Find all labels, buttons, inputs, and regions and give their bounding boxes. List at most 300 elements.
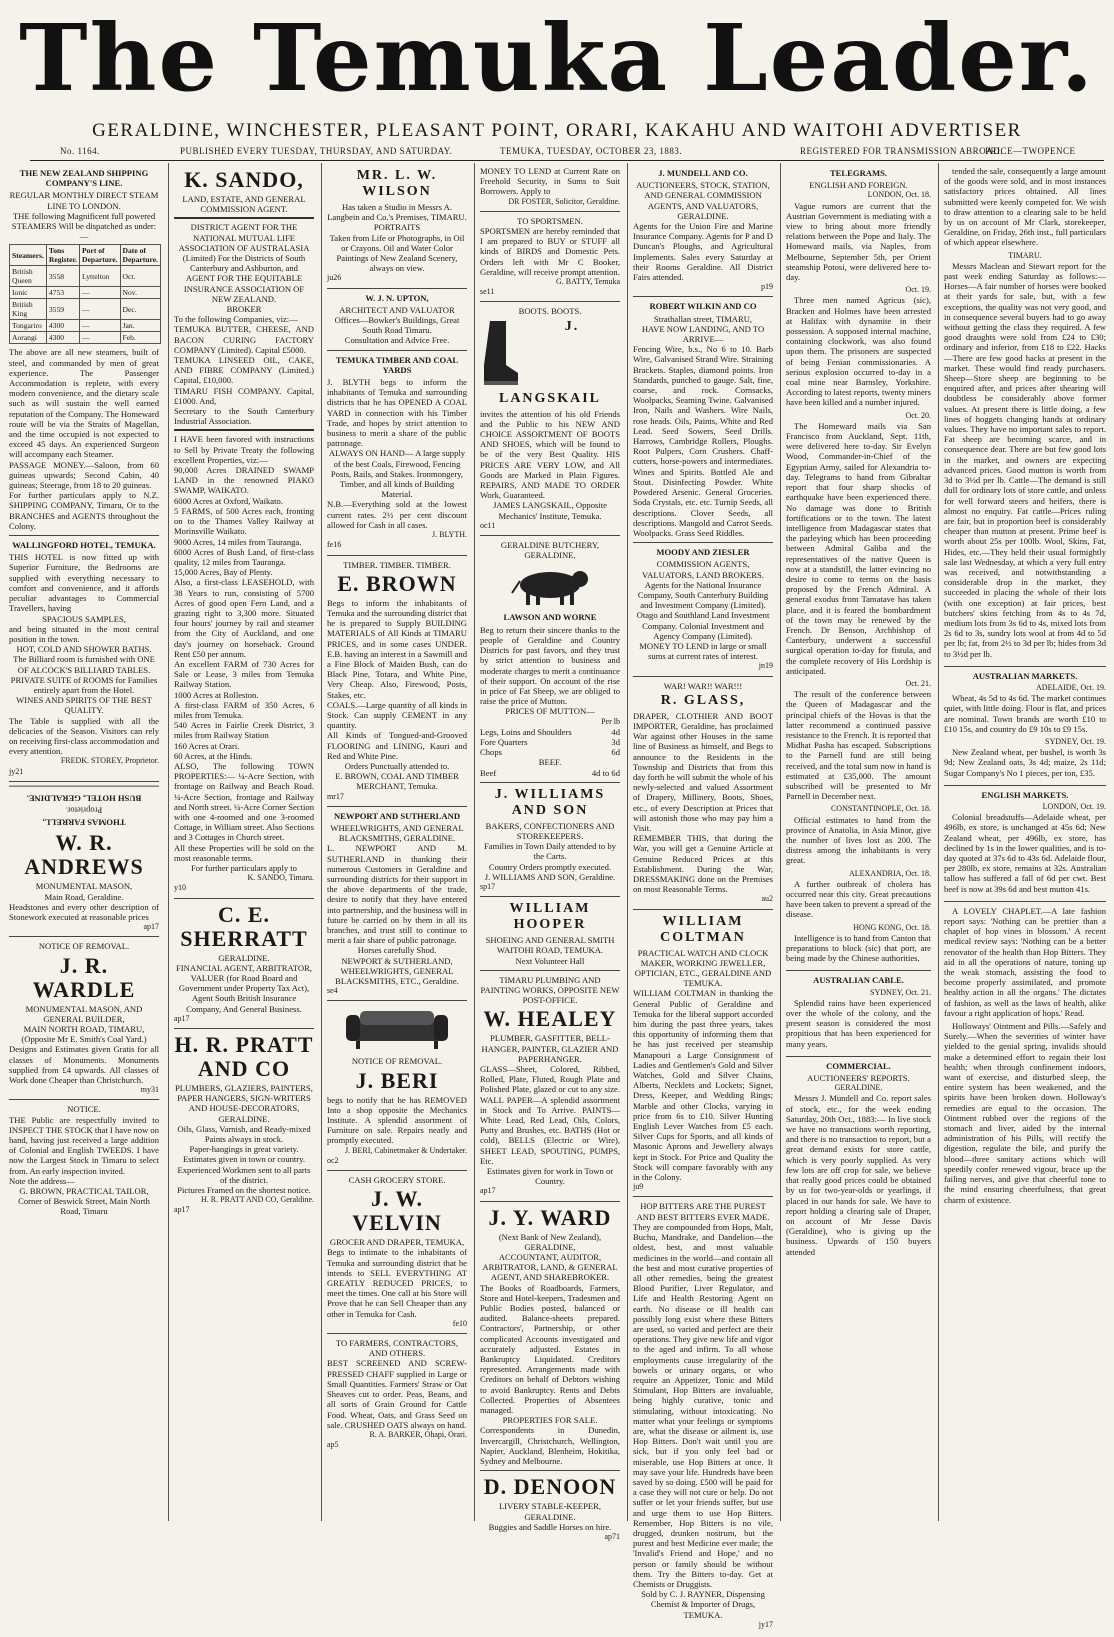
barker-advert [327, 1338, 467, 1450]
divider [944, 897, 1106, 902]
telegram-place: Oct. 20. [905, 410, 931, 420]
ward-name: J. Y. WARD [488, 1204, 612, 1230]
table-row [10, 299, 161, 320]
newport-sign: NEWPORT & SUTHERLAND, WHEELWRIGHTS, GENERAL BLACKSMITHS, ETC., Geraldine. [335, 955, 459, 987]
brown-timber-orders: Orders Punctually attended to. [344, 760, 450, 771]
sherratt-name: C. E. SHERRATT [180, 901, 308, 951]
hotel-advert [9, 540, 159, 782]
wilson-portraits: PORTRAITS [373, 222, 421, 233]
cable-place: SYDNEY, Oct. 21. [870, 987, 931, 997]
denoon-role: LIVERY STABLE-KEEPER, GERALDINE. [498, 1501, 602, 1522]
ward-correspondents: Correspondents in Dunedin, Invercargill, Christchurch, Wellington, Napier, Auckland, Blenheim, Hokitika, Sydney and Melbourne. [480, 1425, 620, 1467]
wilkin-address: Strathallan street, TIMARU, [653, 313, 753, 324]
beri-body: begs to notify that he has REMOVED Into a shop opposite the Mechanics Institute. A splendid assortment of Furniture on sale. Repairs neatly and promptly executed. [327, 1094, 467, 1146]
table-cell: — [80, 332, 121, 344]
hotel-private: PRIVATE SUITE of ROOMS for Families entirely apart from the Hotel. [10, 674, 158, 695]
hooper-advert [480, 901, 620, 971]
australian-markets-title: AUSTRALIAN MARKETS. [972, 670, 1078, 681]
telegram-text: Vague rumors are current that the Austrian Government is mediating with a view to bring about more friendly relations between the Pope and Italy. The Homeward mails, via Naples, from Melbourne, September 5th, per Orient steamship Potosi, were delivered here to-day. [786, 200, 931, 283]
ward-sub: (Next Bank of New Zealand), GERALDINE, [498, 1231, 602, 1252]
glass-name: R. GLASS, [660, 692, 746, 708]
commercial-place: GERALDINE. [834, 1083, 883, 1093]
sherratt-place: GERALDINE. [218, 952, 270, 963]
healey-code: ap17 [480, 1186, 496, 1196]
cable-title: AUSTRALIAN CABLE. [813, 975, 904, 986]
newspaper-subtitle: GERALDINE, WINCHESTER, PLEASANT POINT, ORARI, KAKAHU AND WAITOHI ADVERTISER [92, 120, 1022, 141]
pratt-name: H. R. PRATT AND CO [174, 1032, 314, 1082]
table-cell: 4300 [46, 332, 79, 344]
london-place: LONDON, Oct. 19. [1042, 801, 1106, 811]
masthead [0, 0, 1114, 160]
telegram-place: HONG KONG, Oct. 18. [853, 922, 931, 932]
inverted-name: THOMAS FARRELL, [42, 817, 126, 828]
sherratt-role: FINANCIAL AGENT, ARBITRATOR, VALUER (for Road Board and Government under Property Tax Act), [176, 962, 312, 994]
sherratt-advert [174, 903, 314, 1029]
moody-code: jn19 [758, 661, 773, 671]
inverted-hotel: BUSH HOTEL, GERALDINE. [26, 792, 142, 803]
property-item: 6000 Acres at Oxford, Waikato. [174, 495, 283, 506]
barker-body: BEST SCREENED AND SCREW-PRESSED CHAFF supplied in Large or Small Quantities. Farmers' Straw or Oat Sheaves cut to order. Peas, Beans, and all sorts of Grain Ground for Cattle Food. Wheat, Oats, and Grass Seed on sale. CRUSHED OATS always on hand. [327, 1358, 467, 1430]
barker-sign: R. A. BARKER, Ohapi, Orari. [369, 1429, 467, 1439]
hop-title: HOP BITTERS ARE THE PUREST AND BEST BITTERS EVER MADE. [636, 1201, 770, 1222]
column-4 [474, 163, 625, 1541]
mundell-body: Agents for the Union Fire and Marine Insurance Company. Agents for P and D Duncan's Ploughs, and Agricultural Implements. Sales every Saturday at their Rooms Geraldine. All District Fairs attended. [633, 221, 773, 283]
brown-address: Corner of Beswick Street, Main North Road, Timaru [18, 1196, 150, 1217]
sando-role: LAND, ESTATE, AND GENERAL COMMISSION AGENT. [182, 194, 306, 215]
table-header-row [10, 245, 161, 266]
telegrams-section [786, 168, 931, 971]
price-row [480, 768, 620, 778]
table-cell: 3558 [46, 266, 79, 287]
table-header: Steamers. [10, 245, 47, 266]
cable-text: Splendid rains have been experienced over the whole of the colony, and the present season is considered the most propitious that has been experienced for many years. [786, 997, 931, 1049]
hooper-place: WAITOHI ROAD, TEMUKA. [496, 945, 604, 956]
sando-apply: For further particulars apply to [191, 863, 297, 873]
newport-body: L. NEWPORT AND M. SUTHERLAND in thanking their numerous Customers in Geraldine and surrounding districts for their support in the above departments of the trade, desire to notify that they have entered into partnership, and the business will in future be carried on by them in all its branches, and trust still to continue to merit a fair share of public patronage. [327, 843, 467, 946]
dateline [30, 144, 1104, 161]
barker-title: TO FARMERS, CONTRACTORS, AND OTHERS. [335, 1338, 459, 1359]
table-cell: Aorangi [10, 332, 47, 344]
price-row [480, 727, 620, 737]
sando-companies: To the following Companies, viz:— [174, 314, 298, 325]
healey-estimates: Estimates given for work in Town or Country. [486, 1166, 614, 1187]
brown-timber-coals: COALS.—Large quantity of all kinds in Stock. Can supply CEMENT in any quantity. [327, 699, 467, 731]
sando-sold: All these Properties will be sold on the most reasonable terms. [174, 842, 314, 863]
hotel-samples: SPACIOUS SAMPLES, [42, 613, 126, 624]
langskail-advert [480, 306, 620, 536]
wardle-body: Designs and Estimates given Gratis for all classes of Monuments. Monuments supplied from £4 upwards. All classes of Work done Cheaper than Christchurch. [9, 1044, 159, 1085]
upton-advert [327, 293, 467, 351]
brown-name: G. BROWN, PRACTICAL TAILOR, [19, 1186, 149, 1197]
worne-body: Beg to return their sincere thanks to the people of Geraldine and Country Districts for past favors, and they trust by strict attention to business and moderate charges to merit a continuance of their support. On account of the rise in price of Fat Sheep, we are obliged to raise the price of Mutton. [480, 624, 620, 707]
batty-sign: G. BATTY, Temuka [555, 277, 620, 287]
telegram-place: Oct. 21. [905, 678, 931, 688]
moody-money: MONEY TO LEND in large or small sums at current rates of interest. [639, 640, 767, 662]
hotel-billiard: The Billiard room is furnished with ONE OF ALCOCK'S BILLIARD TABLES. [13, 654, 155, 675]
property-item: 5 FARMS, of 500 Acres each, fronting on to the Thames Valley Railway at Morinsville Waikato. [174, 505, 314, 537]
passage-money: PASSAGE MONEY.—Saloon, from 60 guineas upwards; Second Cabin, 40 guineas; Steerage, from 18 to 20 guineas. [9, 459, 159, 491]
timber-top: TIMBER. TIMBER. TIMBER. [343, 559, 451, 570]
brown-note: Note the address— [9, 1175, 75, 1186]
healey-body: GLASS—Sheet, Colored, Ribbed, Rolled, Plate, Fluted, Rough Plate and Polished Plate, glazed or cut to any size. WALL PAPER—A splendid assortment in Stock and To Arrive. PAINTS—White Lead, Red Lead, Oils, Colors, Putty and Brushes, etc. BATHS (Hot or cold), BELLS (Electric or Wire), SHEET LEAD, SPOUTING, PUMPS, Etc. [480, 1063, 620, 1166]
ward-role: ACCOUNTANT, AUDITOR, ARBITRATOR, LAND, & GENERAL AGENT, AND SHAREBROKER. [482, 1252, 618, 1283]
beri-notice: NOTICE OF REMOVAL. [351, 1056, 443, 1067]
hop-code: jy17 [758, 1619, 773, 1629]
telegram-text: Official estimates to hand from the province of Anatolia, in Asia Minor, give the number of lives lost as 200. The distress among the inhabitants is very great. [786, 814, 931, 866]
wilkin-items: Fencing Wire, b.s., No 6 to 10. Barb Wire, Galvanised Strand Wire. Straining Brackets. Staples, diamond points. Iron Standards, punched to gauge. Salt, fine, coarse, and rock. Cornsacks, Woolpacks, Seaming Twine. Galvanised Iron, Nails and Washers. Wire Nails, rose heads. Oils, Paints, White and Red Lead. Seed Sowers, Seed Drills. Harrows, Cambridge Rollers, Ploughs. Root Pulpers, Corn Crushers. Chaff-cutters, horse-powers and intermediates. Wines and Spirits. Bottled Ale and Stout. Disinfecting Powder. White Powdered Arsenic. General Groceries. Soda Crystals, etc. etc. Turnip Seeds, all descriptions. Clover Seeds, all descriptions. Mangold and Carrot Seeds. Woolpacks. Grass Seed Riddles. [633, 344, 773, 538]
sando-fish: TIMARU FISH COMPANY. Capital, £1000. And, [174, 385, 314, 406]
sando-linseed: TEMUKA LINSEED OIL, CAKE, AND FIBRE COMPANY (Limited.) Capital, £10,000. [174, 355, 314, 386]
hop-body: They are compounded from Hops, Malt, Buchu, Mandrake, and Dandelion—the oldest, best, and most valuable medicines in the world—and contain all the best and most curative properties of all other remedies, being the greatest Blood Purifier, Liver Regulator, and Life and Health Restoring Agent on earth. No disease or ill health can possibly long exist where these Bitters are used, so varied and perfect are their operations. They give new life and vigor to the aged and infirm. To all whose employments cause irregularity of the bowels or urinary organs, or who require an Appetizer, Tonic and Mild Stimulant, Hop Bitters are invaluable, being highly curative, tonic and stimulating, without intoxicating. No matter what your feelings or symptoms are, what the disease or ailment is, use Hop Bitters. Don't wait until you are sick, but if you only feel bad or miserable, use Hop Bitters at once. It may save your life. Hundreds have been saved by so doing. £500 will be paid for a case they will not cure or help. Do not suffer or let your friends suffer, but use and urge them to use Hop Bitters. Remember, Hop Bitters is no vile, drugged, drunken nostrum, but the purest and best Medicine ever made; the 'Invalid's Friend and Hope,' and no person or family should be without them. Try the Bitters to-day. Get at Chemists or Druggists. [633, 1221, 773, 1589]
column-5 [627, 163, 778, 1629]
table-cell: — [80, 320, 121, 332]
pratt-place: GERALDINE. [218, 1113, 270, 1124]
pratt-body: Oils, Glass, Varnish, and Ready-mixed Paints always in stock. [177, 1123, 311, 1145]
shipping-sub: REGULAR MONTHLY DIRECT STEAM LINE TO LONDON. [9, 190, 159, 211]
divider [944, 781, 1106, 786]
blyth-nb: N.B.—Everything sold at the lowest current rates. 2½ per cent discount allowed for Cash in all cases. [327, 499, 467, 530]
table-cell: 4300 [46, 320, 79, 332]
divider [944, 662, 1106, 667]
column-6 [780, 163, 936, 1521]
telegram-place: ALEXANDRIA, Oct. 18. [849, 868, 931, 878]
langskail-title: BOOTS. BOOTS. [518, 306, 582, 317]
langskail-body: invites the attention of his old Friends and the Public to his NEW AND CHOICE ASSORTMENT OF BOOTS AND SHOES, which will be found to be of the very Best Quality. HIS PRICES ARE VERY LOW, and All Goods are Marked in Plain Figures. REPAIRS, AND MADE TO ORDER Work, Guaranteed. [480, 408, 620, 501]
newport-name: NEWPORT AND SUTHERLAND [333, 810, 461, 821]
bull-illustration [500, 563, 600, 609]
coltman-advert [633, 914, 773, 1198]
beri-sign: J. BERI, Cabinetmaker & Undertaker. [345, 1145, 467, 1155]
telegram-text: The Homeward mails via San Francisco from Auckland, Sept. 11th, were delivered here to-day. Sir Evelyn Wood, Commander-in-Chief of the Egyptian Army, sailed for Alexandria to-day. Telegrams to hand from Gibraltar report that four sharp shocks of earthquake have been experienced there. No damage was done to British fortifications or to the town. The latest intelligence from Madagascar states that the parleying which has been proceeding between Admiral Galiba and the representatives of the native Queen is now at a standstill, the latter evincing no desire to come to terms on the basis proposed by the French Admiral. A general exodus from Tamatave has taken place, and it is feared the bombardment of the town may be renewed by the French. Dr Benson, Archbishop of Canterbury, underwent a successful surgical operation to-day for fistula, and the complete recovery of His Lordship is anticipated. [786, 420, 931, 676]
sando-agent: AGENT FOR THE EQUITABLE INSURANCE ASSOCIATION OF NEW ZEALAND. [183, 273, 305, 304]
column-2 [168, 163, 319, 1521]
barker-code: ap5 [327, 1440, 339, 1450]
coltman-role: PRACTICAL WATCH AND CLOCK MAKER, WORKING JEWELLER, OPTICIAN, ETC., GERALDINE AND TEMUKA. [634, 947, 772, 989]
hotel-title: WALLINGFORD HOTEL, TEMUKA. [12, 540, 156, 551]
coltman-code: ju9 [633, 1182, 644, 1192]
property-item: 60 Acres, at the Hinds. [174, 750, 253, 761]
blyth-always: ALWAYS ON HAND— A large supply of the best Coals, Firewood, Fencing Posts, Rails, and Stakes. Ironmongery, Timber, and all kinds of Building Material. [328, 448, 466, 500]
velvin-role: GROCER AND DRAPER, TEMUKA, [329, 1237, 465, 1248]
column-3 [321, 163, 472, 1521]
table-cell: — [80, 299, 121, 320]
telegram-place: Oct. 19. [905, 285, 931, 295]
price-row [480, 737, 620, 747]
property-item: An excellent FARM of 730 Acres for Sale or Lease, 3 miles from Temuka Railway Station. [174, 658, 314, 690]
table-row [10, 320, 161, 332]
sydney-place: SYDNEY, Oct. 19. [1045, 736, 1106, 746]
per-lb: Per lb [601, 716, 620, 726]
sando-district: DISTRICT AGENT FOR THE NATIONAL MUTUAL LIFE ASSOCIATION OF AUSTRALASIA (Limited) For the Districts of South Canterbury and Ashburton, and [178, 222, 310, 274]
sando-name: K. SANDO, [184, 167, 304, 192]
english-markets-title: ENGLISH MARKETS. [981, 789, 1069, 800]
telegram-text: A further outbreak of cholera has occurred near this city. Great precautions have been taken to prevent a spread of the disease. [786, 878, 931, 920]
table-header: Tons Register. [46, 245, 79, 266]
mundell-advert [633, 168, 773, 297]
andrews-role: MONUMENTAL MASON, [35, 881, 133, 892]
hooper-name: WILLIAM HOOPER [509, 901, 591, 933]
ward-advert [480, 1206, 620, 1472]
commercial-continued: tended the sale, consequently a large amount of the goods were sold, and in most instances satisfactory prices obtained. All lines submitted were keenly competed for. We wish to draw attention to a clearing sale to be held by us on account of Mr Clark, storekeeper, Geraldine, on Friday, 26th inst., full particulars of which appear elsewhere. [944, 166, 1106, 248]
sydney-report: New Zealand wheat, per bushel, is worth 3s 9d; New Zealand oats, 3s 4d; maize, 2s 11d; Sugar Company's No 1 pieces, per ton, £35. [944, 747, 1106, 778]
table-header: Port of Departure. [80, 245, 121, 266]
pratt-advert [174, 1033, 314, 1216]
hotel-body: THIS HOTEL is now fitted up with Superior Furniture, the Bedrooms are supplied with everything necessary to comfort and convenience, and it affords peculiar advantages to Commercial Travellers, having [9, 552, 159, 614]
price-item-name: Fore Quarters [480, 736, 528, 747]
brown-body: THE Public are respectfully invited to INSPECT THE STOCK that I have now on hand, having just received a large addition of Colonial and English TWEEDS. I have now the Largest Stock in Timaru to select from. An early inspection invited. [9, 1114, 159, 1176]
shipping-advert [9, 168, 159, 536]
property-item: A first-class FARM of 350 Acres, 6 miles from Temuka. [174, 699, 314, 720]
williams-code: sp17 [480, 881, 496, 891]
healey-role: PLUMBER, GASFITTER, BELL-HANGER, PAINTER, GLAZIER AND PAPERHANGER. [481, 1033, 619, 1064]
glass-code: au2 [761, 894, 773, 904]
sofa-illustration [342, 1005, 452, 1053]
hotel-wines: WINES AND SPIRITS OF THE BEST QUALITY. [16, 695, 152, 716]
timaru-heading: TIMARU. [1008, 250, 1042, 260]
table-row [10, 332, 161, 344]
batty-advert [480, 216, 620, 303]
worne-title: GERALDINE BUTCHERY, GERALDINE. [500, 540, 600, 561]
telegrams-title: TELEGRAMS. [829, 168, 888, 178]
blyth-body: J. BLYTH begs to inform the inhabitants of Temuka and surrounding districts that he has OPENED A COAL YARD in connection with his Timber Trade, and hopes by strict attention to business to merit a share of the public patronage. [327, 377, 467, 449]
column-1 [4, 163, 164, 1521]
sando-broker: BROKER [226, 304, 262, 315]
telegrams-sub: ENGLISH AND FOREIGN. [809, 180, 908, 191]
velvin-name: J. W. VELVIN [352, 1186, 442, 1236]
inverted-role: Proprietor. [65, 805, 103, 816]
column-7 [938, 163, 1111, 1521]
brown-timber-all: All Kinds of Tongued-and-Grooved FLOORING and LINING, Kauri and Red and White Pine. [327, 730, 467, 761]
foster-body: MONEY TO LEND at Current Rate on Freehold Security, in Sums to Suit Borrowers. Apply to [480, 166, 620, 197]
beri-advert [327, 1005, 467, 1171]
wardle-notice: NOTICE OF REMOVAL. [38, 941, 130, 952]
langskail-name: J. LANGSKAIL [498, 318, 602, 406]
wilkin-head: HAVE NOW LANDING, AND TO ARRIVE— [641, 323, 765, 345]
coltman-body: WILLIAM COLTMAN in thanking the General Public of Geraldine and Temuka for the liberal support accorded him during the past three years, takes this opportunity of informing them that he has just received per steamship Manapouri a Large Consignment of Ladies and Gentlemen's Gold and Silver Watches, Gold and Silver Chains, Alberts, Necklets and Lockets; Signet, Dress, Keeper, and Wedding Rings; Marble and other Clocks, varying in price from 6s to £10. Silver Hunting English Lever Watches from £5 each. Silver Cups for Sports, and all kinds of Masonic Aprons and Jewellery always kept in Stock. For Price and Quality the Stock will compare favorably with any in the Colony. [633, 988, 773, 1183]
commercial-sub: AUCTIONEERS' REPORTS. [807, 1073, 910, 1084]
foster-sign: DR FOSTER, Solicitor, Geraldine. [508, 196, 620, 206]
boot-illustration [480, 319, 520, 389]
table-cell: Nov. [120, 287, 161, 299]
mundell-code: p19 [761, 282, 773, 292]
wilson-body: Has taken a Studio in Messrs A. Langbein and Co.'s Premises, TIMARU. [327, 202, 467, 223]
worne-advert [480, 540, 620, 783]
pratt-body-4: Experienced Workmen sent to all parts of the district. [177, 1164, 311, 1185]
pratt-body-5: Pictures Framed on the shortest notice. [177, 1185, 311, 1196]
london-report: Colonial breadstuffs—Adelaide wheat, per 496lb, ex store, is unchanged at 45s 6d; New Zealand wheat, per 496lb, ex store, has declined by 1s in the lower qualities, and is to-day quoted at 37s 6d to 43s 6d. Adelaide flour, per 280lb, ex store, remains at 32s. Australian tallow has suffered a fall of 6d per cwt. Best beef is now at 39s 6d and best mutton 41s. [944, 812, 1106, 894]
property-item: Also, a first-class LEASEHOLD, with 38 Years to run, consisting of 5700 Acres of good open Fern Land, and a grazing right to 3,300 more. Situated four hours' journey by rail and steamer from the City of Auckland, and one day's journey on horseback. Ground Rent £50 per annum. [174, 577, 314, 659]
beri-name: J. BERI [355, 1067, 439, 1093]
issue-number: No. 1164. [60, 146, 100, 156]
sando-instructions: I HAVE been favored with instructions to Sell by Private Treaty the following excellent Properties, viz:— [174, 434, 314, 465]
price-row [480, 747, 620, 757]
upton-body: Offices—Bowker's Buildings, Great South Road Timaru. [334, 315, 460, 336]
property-item: 6000 Acres of Bush Land, of first-class quality, 12 miles from Tauranga. [174, 546, 314, 567]
denoon-code: ap71 [604, 1531, 620, 1541]
cable-section [786, 975, 931, 1056]
table-row [10, 266, 161, 287]
wilson-code: ju26 [327, 273, 342, 283]
publication-schedule: PUBLISHED EVERY TUESDAY, THURSDAY, AND SATURDAY. [180, 146, 453, 156]
wilson-name: MR. L. W. WILSON [356, 168, 438, 199]
wardle-role: MONUMENTAL MASON, AND GENERAL BUILDER, [25, 1003, 143, 1024]
beef-heading: BEEF. [538, 757, 562, 768]
williams-sign: J. WILLIAMS AND SON, Geraldine. [484, 871, 616, 882]
mutton-heading: PRICES OF MUTTON— [505, 706, 595, 717]
price-item-value: 3d [611, 736, 620, 747]
hooper-next: Next Volunteer Hall [515, 955, 585, 966]
pratt-role: PLUMBERS, GLAZIERS, PAINTERS, PAPER HANGERS, SIGN-WRITERS AND HOUSE-DECORATORS, [175, 1083, 313, 1114]
glass-body: DRAPER, CLOTHIER AND BOOT IMPORTER, Geraldine, has proclaimed War against other Houses in the same line of Business as himself, and Begs to announce to the Residents in the Township and Districts that from this day forth he will submit the whole of his newly-selected and valued Assortment of Drapery, Millinery, Boots, Shoes, etc., of every Description at Prices that will astonish those who may pay him a Visit. [633, 710, 773, 833]
table-cell: Oct. [120, 266, 161, 287]
hotel-table: The Table is supplied with all the delicacies of the Season. Visitors can rely on receiving first-class accommodation and every attention. [9, 715, 159, 757]
batty-body: SPORTSMEN are hereby reminded that I am prepared to BUY or STUFF all kinds of BIRDS and Domestic Pets. Orders left with Mr C Booker, Geraldine, will receive prompt attention. [480, 226, 620, 277]
table-cell: Ionic [10, 287, 47, 299]
telegram-text: Three men named Agricus (sic), Bracken and Holmes have been arrested at Halifax with dynamite in their possession. A supposed internal machine, containing clockwork, was also found upon them. The prisoners are suspected of being Fenian commissionaries. A serious explosion occurred to-day in a coal mine near Barnsley, Yorkshire. According to latest reports, twenty miners have been killed and a number injured. [786, 295, 931, 408]
velvin-body: Begs to intimate to the inhabitants of Temuka and surrounding district that he intends to SELL EVERYTHING AT GREATLY REDUCED PRICES, to meet the times. One call at his Store will Prove that he can Sell Cheaper than any other in Temuka for Cash. [327, 1247, 467, 1319]
worne-name: LAWSON AND WORNE [503, 612, 597, 623]
hotel-body-2: and being situated in the most central position in the town. [9, 623, 159, 644]
table-cell: British Queen [10, 266, 47, 287]
shipping-title: THE NEW ZEALAND SHIPPING COMPANY'S LINE. [19, 168, 149, 189]
velvin-code: fe10 [452, 1318, 467, 1328]
ward-body: The Books of Roadboards, Farmers, Store and Hotel-keepers, Tradesmen and Public Bodies posted, balanced or audited. Balance-sheets prepared. Contractors', Partnership, or other complicated Accounts investigated and accurately adjusted. Estates in Bankruptcy Liquidated. Creditors represented. Arrangements made with Creditors on behalf of Debtors wishing to avoid Bankruptcy. Rents and Debts Collected. Properties of Absentees managed. [480, 1282, 620, 1416]
holloway-item: Holloways' Ointment and Pills.—Safely and Surely.—When the severities of winter have yielded to the genial spring, invalids should make a determined effort to regain their lost health; when through confinement indoors, want of exercise, and disturbed sleep, the entire system has been weakened, and the spirits have been broken down. Holloway's remedies are equal to the occasion. The Ointment rubbed over the regions of the stomach and liver, aided by the internal administration of his Pills, will rectify the digestion, regulate the bile, and purify the blood—three sanitary actions which will speedily confer renewed vigour, brace up the failing nerves, and give that cheerful tone to the mind ensuring cheerfulness, that great charm of existence. [944, 1021, 1106, 1205]
divider [174, 429, 314, 431]
newport-code: se4 [327, 986, 338, 996]
wilson-advert [327, 168, 467, 289]
table-cell: Jan. [120, 320, 161, 332]
healey-title: TIMARU PLUMBING AND PAINTING WORKS, OPPOSITE NEW POST-OFFICE. [480, 974, 620, 1006]
coltman-name: WILLIAM COLTMAN [660, 913, 746, 945]
blyth-title: TEMUKA TIMBER AND COAL YARDS [335, 354, 459, 375]
upton-consult: Consultation and Advice Free. [344, 335, 450, 346]
hotel-code: jy21 [9, 766, 24, 776]
newport-advert [327, 811, 467, 1002]
commercial-title: COMMERCIAL. [826, 1060, 891, 1071]
telegram-text: Intelligence is to hand from Canton that preparations to block (sic) that port, are being made by the Chinese authorities. [786, 932, 931, 964]
table-cell: Feb. [120, 332, 161, 344]
newport-role: WHEELWRIGHTS, AND GENERAL BLACKSMITHS, GERALDINE. [330, 822, 464, 844]
hotel-baths: HOT, COLD AND SHOWER BATHS. [16, 644, 152, 655]
williams-body: Families in Town Daily attended to by the Carts. [484, 841, 616, 862]
table-cell: — [80, 287, 121, 299]
sando-also: ALSO, The following TOWN PROPERTIES:— ¼-Acre Section, with frontage on Railway and Beach Road. ¼-Acre Section, frontage and Railway and North street. ¼-Acre Corner Section with one 4-roomed and one 3-roomed Cottage, in William street. Also Sections and 3 Cottages in Church street. [174, 760, 314, 843]
langskail-sign: JAMES LANGSKAIL, Opposite Mechanics' Institute, Temuka. [493, 500, 607, 521]
property-item: 9000 Acres, 14 miles from Tauranga. [174, 536, 302, 547]
upton-name: W. J. N. UPTON, [365, 292, 429, 303]
pratt-body-3: Estimates given in town or country. [182, 1154, 306, 1165]
moody-advert [633, 547, 773, 676]
sherratt-agent: Agent South British Insurance Company, And General Business. [186, 993, 302, 1014]
mundell-name: J. MUNDELL AND CO. [658, 168, 748, 178]
healey-name: W. HEALEY [483, 1006, 617, 1032]
brown-tailor-advert [9, 1104, 159, 1216]
timaru-report: Messrs Maclean and Stewart report for the past week ending Saturday as follows:— Horses—A fair number of horses were booked at their yards for sale, but, with a few exceptions, the quality was not very good, and in consequence several buyers had to go away without getting the class they required. A few good draughts were sold from £24 to £30; ordinary and inferior, from £18 to £22. Hacks—There are few good hacks at present in the market. These would find ready purchasers. Sheep—Store sheep are beginning to be enquired after, and prices after shearing will doubtless be considerably above former values. At present there is little doing, a few lines of hoggets changing hands at ordinary values. They have no important sales to report. Fat sheep are becoming scarce, and in consequence dear. There are but few good lots in the market, and owners are expecting advanced prices. Good mutton is worth from 3d to 3½d per lb. Cattle—The demand is still dull for ordinary lots of store cattle, and unless for well forward steers and heifers, there is almost no enquiry. Fat cattle—Prices ruling are fair, but in proportion beef is considerably cheaper than mutton at present. Prime beef is worth about 25s per 100lb. Wool, Skins, Fat, Hides, etc.—They held their usual fortnightly sale last Wednesday, at which a very full entry was received, and notwithstanding a considerable drop in the market, they succeeded in placing the whole of their lots (with one exception) at fair prices, best butchers' skins fetching from 4s to 4s 7d, medium lots from 3s 6d to 4s, mixed lots from 2s 6d to 3s, sundry lots wool at from 4d to 5d per lb; fat, from 2½ to 3d per lb; hides from 3d to 3½d per lb. [944, 260, 1106, 659]
ward-props: PROPERTIES FOR SALE. [502, 1415, 598, 1426]
sando-advert [174, 168, 314, 899]
denoon-body: Buggies and Saddle Horses on hire. [488, 1521, 612, 1532]
table-row [10, 287, 161, 299]
andrews-body: Headstones and every other description of Stonework executed at reasonable prices [9, 901, 159, 922]
property-item: 15,000 Acres, Bay of Plenty. [174, 567, 273, 578]
blyth-code: fe16 [327, 540, 342, 550]
brown-timber-code: mr17 [327, 791, 344, 801]
sando-secretary: Secretary to the South Canterbury Industrial Association. [174, 406, 314, 427]
williams-body-2: Country Orders promptly executed. [488, 861, 612, 872]
chaplet-item: A LOVELY CHAPLET.—A late fashion report says: 'Nothing can be prettier than a chaplet of hop vines in blossom.' A recent medical review says: 'Nothing can be a better renovator of the health than Hop Bitters. They aid in all the operations of nature, toning up the weak stomach, assisting the food to become properly assimilated, and promote healthy action in all the organs.' The dictates of fashion, as well as the laws of health, alike favour a right application of hops.' Read. [944, 905, 1106, 1018]
table-cell: 3559 [46, 299, 79, 320]
telegram-text: The result of the conference between the Queen of Madagascar and the principal chiefs of the Hovas is that the latter recommend a continued passive resistance to the French. It is reported that Midhat Pasha has escaped. Subscriptions to the Parnell fund are still being received, and the total sum now in hand is estimated at £35,000. The amount subscribed will be presented to Mr Parnell in December next. [786, 689, 931, 802]
wilkin-advert [633, 301, 773, 543]
denoon-name: D. DENOON [483, 1474, 617, 1500]
williams-advert [480, 787, 620, 897]
brown-timber-body: Begs to inform the inhabitants of Temuka and the surrounding district that he is prepared to Supply BUILDING MATERIALS of All Kinds at TIMARU PRICES, and in some cases UNDER. E.B. having an interest in a Sawmill and a Fine Block of Maiden Bush, can do Black Pine, Totara, and White Pine, Very Cheap. Also, Firewood, Posts, Stakes, etc. [327, 597, 467, 700]
beri-code: oc2 [327, 1155, 339, 1165]
hotel-proprietor: FREDK. STOREY, Proprietor. [60, 756, 159, 766]
williams-role: BAKERS, CONFECTIONERS AND STOREKEEPERS. [485, 820, 615, 841]
andrews-address: Main Road, Geraldine. [44, 891, 124, 902]
shipping-particulars: For further particulars apply to N.Z. SHIPPING COMPANY, Timaru, Or to the BRANCHES and AGENTS throughout the Colony. [9, 490, 159, 531]
inverted-hotel-advert [9, 786, 159, 828]
adelaide-report: Wheat, 4s 5d to 4s 6d. The market continues quiet, with little doing. Flour is flat, and prices are nominal. Town brands are worth £10 to £10 15s, and country do £9 10s to £9 15s. [944, 693, 1106, 734]
price-item-name: Legs, Loins and Shoulders [480, 726, 572, 737]
hop-bitters-advert [633, 1201, 773, 1630]
table-cell: Tongariro [10, 320, 47, 332]
moody-body: Agents for the National Insurance Company, South Canterbury Building and Investment Company (Limited). Otago and Southland Land Investment Company. Colonial Investment and Agency Company (Limited). [636, 579, 770, 641]
divider [174, 217, 314, 219]
glass-remember: REMEMBER THIS, that during the War, you will get a Genuine Article at Genuine Reduced Prices at this Establishment. During the War, DRESSMAKING done on the Premises on most Reasonable Terms. [633, 833, 773, 895]
wardle-name: J. R. WARDLE [32, 952, 136, 1002]
andrews-advert [9, 831, 159, 937]
pratt-sign: H. R. PRATT AND CO, Geraldine. [201, 1195, 314, 1205]
price-item-name: Chops [480, 747, 502, 758]
shipping-body: The above are all new steamers, built of steel, and commanded by men of great experience. The Passenger Accommodation is replete, with every modern convenience, and the dietary scale such as will sustain the well earned reputation of the Company. The Homeward route will be via the Straits of Magellan, and the time occupied is not expected to exceed 45 days. An experienced Surgeon will accompany each Steamer. [9, 347, 159, 460]
table-cell: Lyttelton [80, 266, 121, 287]
velvin-advert [327, 1175, 467, 1334]
newspaper-title: The Temuka Leader. [19, 4, 1095, 112]
table-cell: British King [10, 299, 47, 320]
glass-war-advert [633, 681, 773, 910]
hop-sold: Sold by C. J. RAYNER, Dispensing Chemist & Importer of Drugs, TEMUKA. [641, 1589, 765, 1620]
table-cell: Dec. [120, 299, 161, 320]
wilkin-name: ROBERT WILKIN AND CO [649, 301, 757, 312]
wardle-code: my31 [140, 1085, 159, 1095]
brown-timber-sign: E. BROWN, COAL AND TIMBER MERCHANT, Temuka. [335, 771, 459, 792]
andrews-code: ap17 [143, 922, 159, 932]
commercial-section [786, 1061, 931, 1257]
denoon-advert [480, 1475, 620, 1542]
brown-notice: NOTICE. [67, 1104, 101, 1115]
velvin-title: CASH GROCERY STORE. [348, 1175, 446, 1186]
steamers-table [9, 244, 161, 344]
pratt-body-2: Paper-hangings in great variety. [189, 1144, 299, 1155]
healey-advert [480, 975, 620, 1202]
property-item: 540 Acres in Fairlie Creek District, 3 miles from Railway Station [174, 720, 314, 741]
property-item: 1000 Acres at Rolleston. [174, 689, 259, 700]
langskail-code: oc11 [480, 520, 496, 530]
sherratt-code: ap17 [174, 1013, 190, 1023]
pratt-code: ap17 [174, 1205, 190, 1215]
price-item-value: 6d [611, 747, 620, 758]
price: PRICE—TWOPENCE [985, 146, 1076, 156]
sando-code: y10 [174, 883, 186, 893]
shipping-intro: THE following Magnificent full powered STEAMERS Will be dispatched as under:— [11, 210, 157, 242]
brown-timber-name: E. BROWN [337, 570, 457, 596]
sando-sign: K. SANDO, Timaru. [247, 873, 314, 883]
wardle-address: MAIN NORTH ROAD, TIMARU, (Opposite Mr E. Smith's Coal Yard.) [21, 1023, 147, 1045]
registration-note: REGISTERED FOR TRANSMISSION ABROAD. [800, 146, 1003, 156]
